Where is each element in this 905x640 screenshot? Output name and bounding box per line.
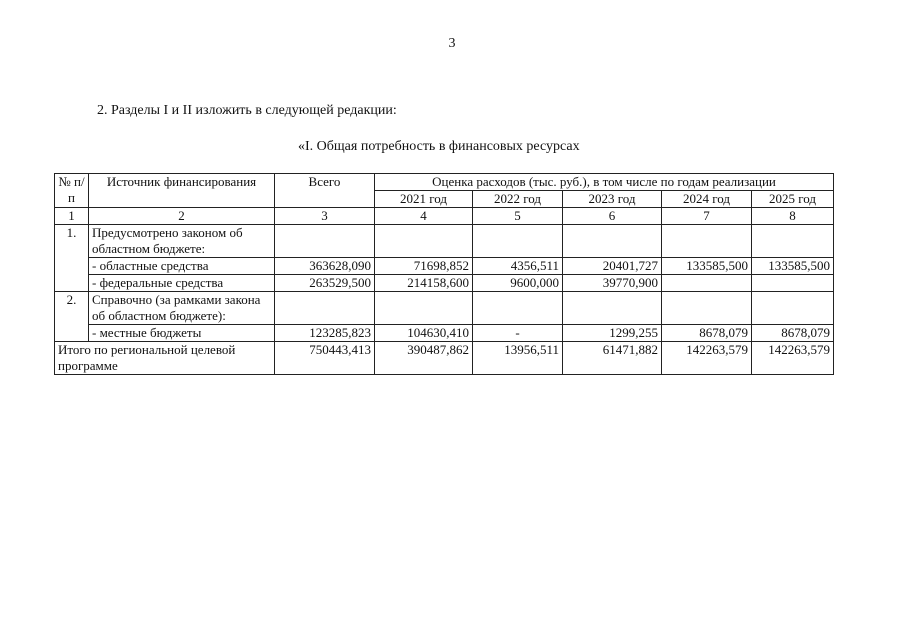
table-row xyxy=(55,225,834,258)
row-label: - местные бюджеты xyxy=(89,325,275,342)
column-number: 8 xyxy=(752,208,834,225)
header-estimate: Оценка расходов (тыс. руб.), в том числе по годам реализации xyxy=(375,174,834,191)
table-cell: 263529,500 xyxy=(275,275,375,292)
header-year: 2024 год xyxy=(662,191,752,208)
table-cell: 20401,727 xyxy=(563,258,662,275)
table-cell: - xyxy=(473,325,563,342)
table-cell: 39770,900 xyxy=(563,275,662,292)
row-label: Справочно (за рамками закона об областном бюджете): xyxy=(89,292,275,325)
header-num: № п/п xyxy=(55,174,89,208)
table-cell: 750443,413 xyxy=(275,342,375,375)
table-cell: 214158,600 xyxy=(375,275,473,292)
table-cell: 9600,000 xyxy=(473,275,563,292)
table-cell xyxy=(752,275,834,292)
column-number: 3 xyxy=(275,208,375,225)
table-row xyxy=(55,275,834,292)
table-cell xyxy=(662,292,752,325)
table-cell: 142263,579 xyxy=(662,342,752,375)
column-number: 4 xyxy=(375,208,473,225)
total-label: Итого по региональной целевой программе xyxy=(55,342,275,375)
row-label: - областные средства xyxy=(89,258,275,275)
page-number: 3 xyxy=(448,36,456,51)
total-row xyxy=(55,342,834,375)
column-number: 5 xyxy=(473,208,563,225)
table-cell: 8678,079 xyxy=(752,325,834,342)
row-label: - федеральные средства xyxy=(89,275,275,292)
table-cell: 142263,579 xyxy=(752,342,834,375)
table-cell: 71698,852 xyxy=(375,258,473,275)
table-cell xyxy=(275,225,375,258)
table-cell: 123285,823 xyxy=(275,325,375,342)
table-cell: 8678,079 xyxy=(662,325,752,342)
section-title: «I. Общая потребность в финансовых ресурсах xyxy=(298,139,580,154)
table-cell xyxy=(473,225,563,258)
column-number: 7 xyxy=(662,208,752,225)
column-number: 1 xyxy=(55,208,89,225)
table-row xyxy=(55,258,834,275)
table-cell xyxy=(752,292,834,325)
row-label: Предусмотрено законом об областном бюджете: xyxy=(89,225,275,258)
table-cell: 13956,511 xyxy=(473,342,563,375)
table-cell: 1299,255 xyxy=(563,325,662,342)
header-total: Всего xyxy=(275,174,375,208)
header-year: 2021 год xyxy=(375,191,473,208)
table-cell: 390487,862 xyxy=(375,342,473,375)
header-year: 2022 год xyxy=(473,191,563,208)
header-row xyxy=(55,174,834,191)
table-cell xyxy=(563,292,662,325)
header-year: 2023 год xyxy=(563,191,662,208)
table-cell: 104630,410 xyxy=(375,325,473,342)
table-cell xyxy=(662,275,752,292)
financing-table xyxy=(54,173,834,375)
table-row xyxy=(55,325,834,342)
header-source: Источник финансирования xyxy=(89,174,275,208)
table-cell: 133585,500 xyxy=(662,258,752,275)
row-num: 1. xyxy=(55,225,89,292)
table-cell: 363628,090 xyxy=(275,258,375,275)
table-cell xyxy=(275,292,375,325)
table-cell xyxy=(375,292,473,325)
table-row xyxy=(55,292,834,325)
table-cell xyxy=(662,225,752,258)
table-cell xyxy=(375,225,473,258)
table-cell: 61471,882 xyxy=(563,342,662,375)
header-year: 2025 год xyxy=(752,191,834,208)
column-number-row xyxy=(55,208,834,225)
table-cell: 133585,500 xyxy=(752,258,834,275)
table-cell xyxy=(563,225,662,258)
column-number: 2 xyxy=(89,208,275,225)
table-cell xyxy=(473,292,563,325)
column-number: 6 xyxy=(563,208,662,225)
row-num: 2. xyxy=(55,292,89,342)
table-cell xyxy=(752,225,834,258)
intro-text: 2. Разделы I и II изложить в следующей редакции: xyxy=(97,103,397,118)
table-cell: 4356,511 xyxy=(473,258,563,275)
